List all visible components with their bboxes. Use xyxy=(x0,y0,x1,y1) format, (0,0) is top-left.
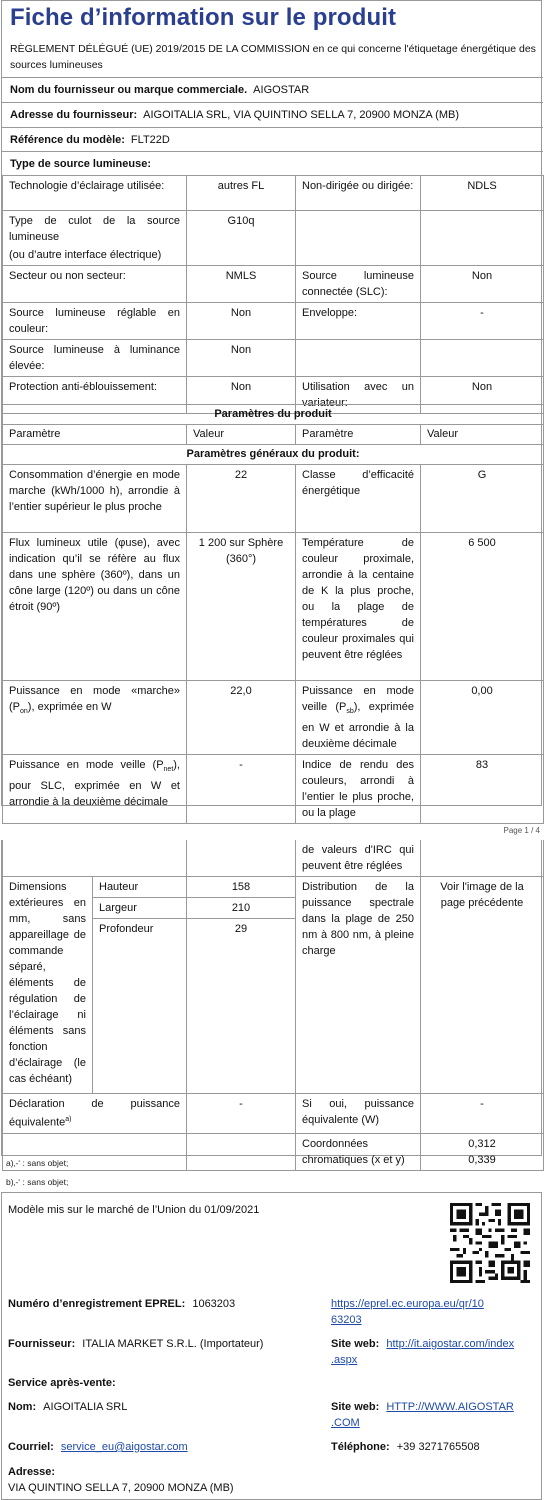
service-label-row xyxy=(8,1375,116,1391)
supplier-row xyxy=(8,1336,263,1352)
table-row xyxy=(3,840,544,877)
service-website-block xyxy=(331,1399,514,1431)
table-row xyxy=(3,681,544,755)
standby-text: Puissance en mode veille (P xyxy=(302,685,414,713)
qr-code-icon[interactable] xyxy=(450,1203,530,1283)
page2-table xyxy=(2,840,544,1171)
table-row xyxy=(3,1094,544,1134)
table-row xyxy=(3,425,544,445)
table-row xyxy=(3,211,544,266)
table-row xyxy=(3,445,544,465)
spectral-value: Voir l'image de la page précédente xyxy=(421,877,544,1094)
table-cell xyxy=(3,755,187,824)
net-standby-text: Puissance en mode veille (P xyxy=(9,759,164,772)
table-cell: - xyxy=(187,755,296,824)
table-cell: Non xyxy=(187,340,296,377)
email-label: Courriel: xyxy=(8,1441,54,1453)
table-cell: Protection anti-éblouissement: xyxy=(3,377,187,414)
service-name-row xyxy=(8,1399,127,1415)
supplier-value: ITALIA MARKET S.R.L. (Importateur) xyxy=(82,1338,264,1350)
website-block xyxy=(331,1336,514,1368)
table-cell: Source lumineuse connectée (SLC): xyxy=(296,266,421,303)
page-number: Page 1 / 4 xyxy=(503,826,540,835)
table-cell: 22,0 xyxy=(187,681,296,755)
supplier-label: Fournisseur: xyxy=(8,1338,76,1350)
table-cell: G xyxy=(421,465,544,533)
email-row xyxy=(8,1439,188,1455)
service-website-label: Site web: xyxy=(331,1401,380,1413)
equiv-power-value: - xyxy=(421,1094,544,1134)
table-row xyxy=(3,405,544,425)
table-cell xyxy=(421,1133,544,1170)
table-cell: 1 200 sur Sphère (360°) xyxy=(187,533,296,681)
address-value: VIA QUINTINO SELLA 7, 20900 MONZA (MB) xyxy=(8,1482,234,1494)
email-link[interactable]: service_eu@aigostar.com xyxy=(60,1441,188,1453)
table-row xyxy=(3,266,544,303)
table-cell: Indice de rendu des couleurs, arrondi à l’entier le plus proche, ou la plage xyxy=(296,755,421,824)
table-cell: Technologie d’éclairage utilisée: xyxy=(3,176,187,211)
power-on-text-end: ), exprimée en W xyxy=(27,701,112,713)
column-header: Paramètre xyxy=(3,425,187,445)
power-on-sub: on xyxy=(20,708,28,716)
table-cell xyxy=(3,840,187,877)
table-cell: 0,00 xyxy=(421,681,544,755)
table-row xyxy=(3,755,544,824)
eprel-link-block xyxy=(331,1296,484,1328)
table-cell: NMLS xyxy=(187,266,296,303)
page-title: Fiche d’information sur le produit xyxy=(10,4,397,31)
source-type-row xyxy=(2,151,543,175)
cri-continued: de valeurs d'IRC qui peuvent être réglées xyxy=(296,840,421,877)
power-on-text: Puissance en mode «marche» (P xyxy=(9,685,180,713)
supplier-name-label: Nom du fournisseur ou marque commerciale. xyxy=(10,84,248,96)
phone-value: +39 3271765508 xyxy=(396,1441,480,1453)
model-value: FLT22D xyxy=(130,134,170,146)
params-section-title: Paramètres du produit xyxy=(3,405,544,425)
equiv-power-label: Si oui, puissance équivalente (W) xyxy=(296,1094,421,1134)
table-row xyxy=(3,176,544,211)
table-cell: 6 500 xyxy=(421,533,544,681)
equiv-sup: a) xyxy=(65,1116,72,1123)
table-cell: Classe d’efficacité énergétique xyxy=(296,465,421,533)
supplier-address-value: AIGOITALIA SRL, VIA QUINTINO SELLA 7, 20900 MONZA (MB) xyxy=(143,109,459,121)
table-cell: G10q xyxy=(187,211,296,266)
chroma-label: Coordonnées chromatiques (x et y) xyxy=(296,1133,421,1170)
address-label: Adresse: xyxy=(8,1466,56,1478)
supplier-address-label: Adresse du fournisseur: xyxy=(10,109,138,121)
eprel-row xyxy=(8,1296,235,1312)
phone-row xyxy=(331,1439,480,1455)
table-cell xyxy=(3,211,187,266)
table-cell: 22 xyxy=(187,465,296,533)
general-section-title: Paramètres généraux du produit: xyxy=(3,445,544,465)
table-row xyxy=(3,533,544,681)
table-cell xyxy=(421,211,544,266)
eprel-url-line2: 63203 xyxy=(331,1314,362,1326)
spectral-label: Distribution de la puissance spectrale dans la plage de 250 nm à 800 nm, à pleine charge xyxy=(296,877,421,1094)
supplier-name-value: AIGOSTAR xyxy=(253,84,310,96)
table-cell: NDLS xyxy=(421,176,544,211)
service-label: Service après-vente: xyxy=(8,1377,116,1389)
dimensions-label: Dimensions extérieures en mm, sans appareillage de commande séparé, éléments de régulation de l’éclairage ni éléments sans fonction d’éclairage (le cas échéant) xyxy=(3,877,93,1094)
table-cell xyxy=(421,840,544,877)
website-url-line1: http://it.aigostar.com/index xyxy=(386,1338,515,1350)
source-table xyxy=(2,175,544,414)
page-1 xyxy=(1,0,542,820)
table-cell: Source lumineuse à luminance élevée: xyxy=(3,340,187,377)
table-cell: Non xyxy=(187,303,296,340)
market-date: Modèle mis sur le marché de l’Union du 01/09/2021 xyxy=(8,1204,260,1216)
cap-label: Type de culot de la source lumineuse xyxy=(9,215,180,243)
table-cell: Non xyxy=(421,377,544,414)
service-url-line2: .COM xyxy=(331,1417,360,1429)
dim-name: Largeur xyxy=(93,898,187,919)
table-cell xyxy=(421,340,544,377)
table-cell xyxy=(3,1094,187,1134)
regulation-text: RÈGLEMENT DÉLÉGUÉ (UE) 2019/2015 DE LA COMMISSION en ce qui concerne l'étiquetage énergétique des sources lumineuses xyxy=(10,43,536,71)
table-row xyxy=(3,465,544,533)
source-type-label: Type de source lumineuse: xyxy=(10,158,152,170)
supplier-name-row xyxy=(2,77,543,102)
phone-label: Téléphone: xyxy=(331,1441,390,1453)
eprel-link[interactable] xyxy=(331,1298,484,1326)
table-cell: Secteur ou non secteur: xyxy=(3,266,187,303)
eprel-label: Numéro d’enregistrement EPREL: xyxy=(8,1298,186,1310)
dim-name: Hauteur xyxy=(93,877,187,898)
equiv-label: Déclaration de puissance équivalente xyxy=(9,1098,180,1129)
dim-name: Profondeur xyxy=(93,919,187,1094)
chroma-x: 0,312 xyxy=(468,1137,496,1150)
table-row xyxy=(3,1133,544,1170)
standby-sub: sb xyxy=(346,708,354,716)
nom-value: AIGOITALIA SRL xyxy=(43,1401,128,1413)
params-table xyxy=(2,404,544,824)
standby-text-end: ), exprimée en W et arrondie à la deuxième décimale xyxy=(302,701,414,751)
eprel-value: 1063203 xyxy=(192,1298,236,1310)
service-url-line1: HTTP://WWW.AIGOSTAR xyxy=(386,1401,514,1413)
column-header: Valeur xyxy=(187,425,296,445)
website-label: Site web: xyxy=(331,1338,380,1350)
dim-value: 210 xyxy=(187,898,296,919)
column-header: Paramètre xyxy=(296,425,421,445)
table-cell: Non xyxy=(421,266,544,303)
model-row xyxy=(2,127,543,151)
nom-label: Nom: xyxy=(8,1401,37,1413)
footnote-b: b)‚-‘ : sans objet; xyxy=(6,1177,69,1187)
dim-value: 158 xyxy=(187,877,296,898)
table-cell: Non-dirigée ou dirigée: xyxy=(296,176,421,211)
table-cell xyxy=(3,681,187,755)
table-cell xyxy=(187,840,296,877)
table-cell: - xyxy=(421,303,544,340)
chroma-y: 0,339 xyxy=(468,1153,496,1166)
eprel-url-line1: https://eprel.ec.europa.eu/qr/10 xyxy=(331,1298,484,1310)
dim-value: 29 xyxy=(187,919,296,1094)
column-header: Valeur xyxy=(421,425,544,445)
net-standby-sub: net xyxy=(163,766,174,774)
footnote-a: a)‚-‘ : sans objet; xyxy=(6,1158,69,1168)
table-cell xyxy=(296,340,421,377)
table-row xyxy=(3,340,544,377)
table-cell: Non xyxy=(187,377,296,414)
website-url-line2: .aspx xyxy=(331,1354,358,1366)
table-cell xyxy=(187,1133,296,1170)
net-standby-text-end: ), pour SLC, exprimée en W et arrondie à la deuxième décimale xyxy=(9,759,180,809)
table-cell: Utilisation avec un variateur: xyxy=(296,377,421,414)
table-cell: autres FL xyxy=(187,176,296,211)
table-cell: 83 xyxy=(421,755,544,824)
address-block xyxy=(8,1464,234,1496)
table-cell: Enveloppe: xyxy=(296,303,421,340)
table-cell: Source lumineuse réglable en couleur: xyxy=(3,303,187,340)
cap-label-sub: (ou d’autre interface électrique) xyxy=(9,249,162,261)
model-label: Référence du modèle: xyxy=(10,134,125,146)
table-cell: Température de couleur proximale, arrondie à la centaine de K la plus proche, ou la plage de températures de couleur proximales qui peuvent être réglées xyxy=(296,533,421,681)
table-cell xyxy=(296,211,421,266)
table-cell: Flux lumineux utile (φuse), avec indication qu’il se réfère au flux dans une sphère (360º), dans un cône large (120º) ou dans un cône étroit (90º) xyxy=(3,533,187,681)
table-row xyxy=(3,877,544,898)
table-cell xyxy=(296,681,421,755)
table-row xyxy=(3,303,544,340)
equiv-value: - xyxy=(187,1094,296,1134)
supplier-address-row xyxy=(2,102,543,127)
table-cell: Consommation d’énergie en mode marche (kWh/1000 h), arrondie à l’entier supérieur le plus proche xyxy=(3,465,187,533)
